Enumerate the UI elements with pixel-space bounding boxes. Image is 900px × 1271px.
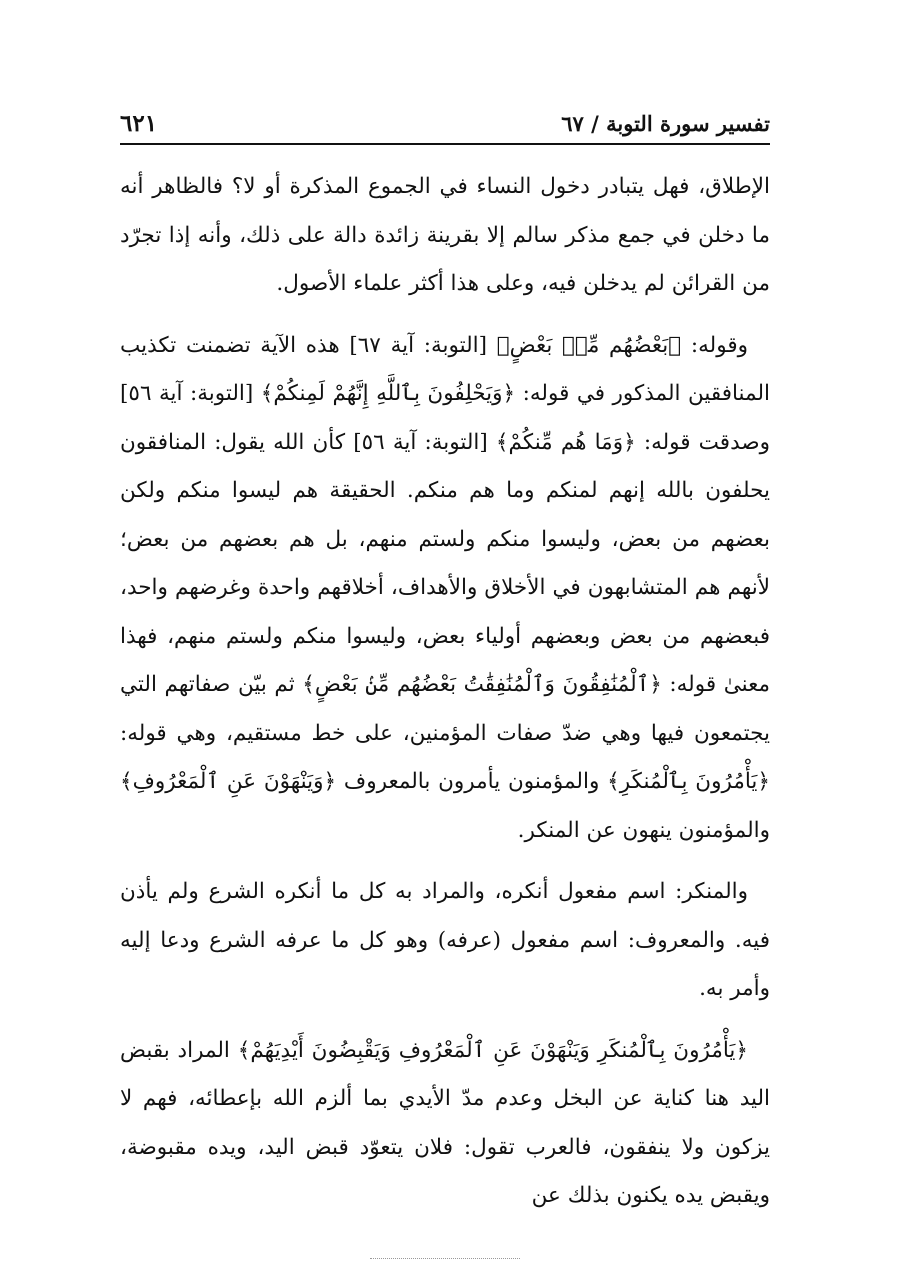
body-text [120, 163, 770, 1221]
book-page [120, 110, 770, 1234]
running-title: تفسير سورة التوبة / ٦٧ [561, 111, 770, 136]
paragraph: الإطلاق، فهل يتبادر دخول النساء في الجموع المذكرة أو لا؟ فالظاهر أنه ما دخلن في جمع مذكر سالم إلا بقرينة زائدة دالة على ذلك، وأنه إذا تجرّد من القرائن لم يدخلن فيه، وعلى هذا أكثر علماء الأصول. [120, 174, 770, 296]
paragraph: ﴿يَأْمُرُونَ بِٱلْمُنكَرِ وَيَنْهَوْنَ عَنِ ٱلْمَعْرُوفِ وَيَقْبِضُونَ أَيْدِيَهُمْ﴾ المراد بقبض اليد هنا كناية عن البخل وعدم مدّ الأيدي بما ألزم الله بإعطائه، فهم لا يزكون ولا ينفقون، فالعرب تقول: فلان يتعوّد قبض اليد، ويده مقبوضة، ويقبض يده يكنون بذلك عن [120, 1037, 770, 1208]
paragraph: وقوله: ﴿بَعْضُهُم مِّنۢ بَعْضٍ﴾ [التوبة: آية ٦٧] هذه الآية تضمنت تكذيب المنافقين المذكور في قوله: ﴿وَيَحْلِفُونَ بِٱللَّهِ إِنَّهُمْ لَمِنكُمْ﴾ [التوبة: آية ٥٦] وصدقت قوله: ﴿وَمَا هُم مِّنكُمْ﴾ [التوبة: آية ٥٦] كأن الله يقول: المنافقون يحلفون بالله إنهم لمنكم وما هم منكم. الحقيقة هم ليسوا منكم ولكن بعضهم من بعض، وليسوا منكم ولستم منهم، بل هم بعضهم من بعض؛ لأنهم هم المتشابهون في الأخلاق والأهداف، أخلاقهم واحدة وغرضهم واحد، فبعضهم من بعض وبعضهم أولياء بعض، وليسوا منكم ولستم منهم، فهذا معنىٰ قوله: ﴿ٱلْمُنَٰفِقُونَ وَٱلْمُنَٰفِقَٰتُ بَعْضُهُم مِّنۢ بَعْضٍ﴾ ثم بيّن صفاتهم التي يجتمعون فيها وهي ضدّ صفات المؤمنين، على خط مستقيم، وهي قوله: ﴿يَأْمُرُونَ بِٱلْمُنكَرِ﴾ والمؤمنون يأمرون بالمعروف ﴿وَيَنْهَوْنَ عَنِ ٱلْمَعْرُوفِ﴾ والمؤمنون ينهون عن المنكر. [120, 332, 770, 843]
paragraph: والمنكر: اسم مفعول أنكره، والمراد به كل ما أنكره الشرع ولم يأذن فيه. والمعروف: اسم مفعول (عرفه) وهو كل ما عرفه الشرع ودعا إليه وأمر به. [120, 879, 770, 1001]
page-number: ٦٢١ [120, 110, 158, 137]
cut-off-footer-line [370, 1258, 520, 1263]
page-header [120, 110, 770, 145]
